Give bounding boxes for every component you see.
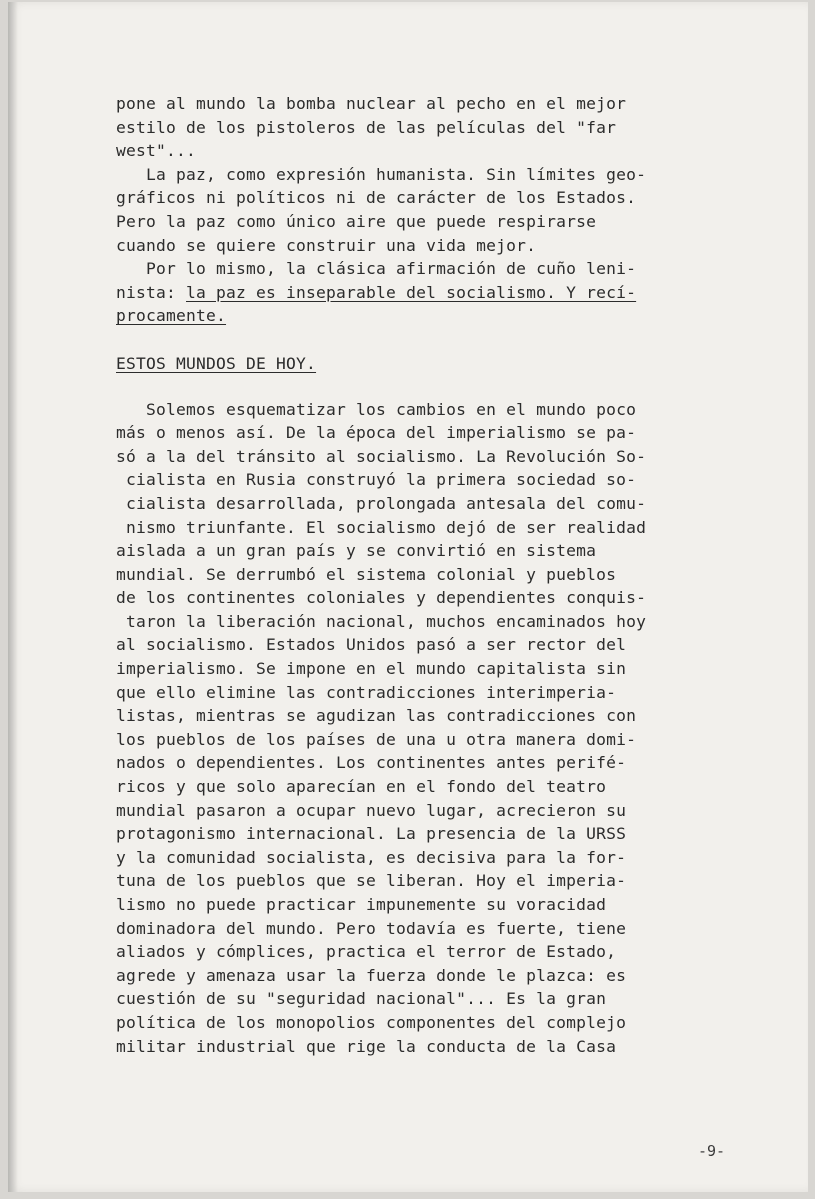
- text-line: pone al mundo la bomba nuclear al pecho en el mejor: [116, 94, 627, 113]
- text-line: cuando se quiere construir una vida mejor.: [116, 235, 537, 255]
- text-line: La paz, como expresión humanista. Sin límites geo-: [116, 164, 647, 184]
- text-line: gráficos ni políticos ni de carácter de los Estados.: [116, 188, 637, 208]
- text-line-mixed: [116, 281, 756, 305]
- text-line: cialista desarrollada, prolongada antesala del comu-: [116, 493, 647, 513]
- section-heading: ESTOS MUNDOS DE HOY.: [116, 353, 317, 373]
- document-page: [8, 2, 808, 1192]
- text-line: lismo no puede practicar impunemente su voracidad: [116, 895, 607, 914]
- document-text: [116, 92, 756, 1058]
- text-line: só a la del tránsito al socialismo. La Revolución So-: [116, 446, 647, 466]
- text-segment: nista:: [116, 282, 187, 302]
- text-line: al socialismo. Estados Unidos pasó a ser rector del: [116, 635, 627, 655]
- text-line: y la comunidad socialista, es decisiva para la for-: [116, 847, 627, 867]
- text-line: estilo de los pistoleros de las películas del "far: [116, 117, 617, 137]
- text-line: agrede y amenaza usar la fuerza donde le plazca: es: [116, 965, 627, 985]
- text-line: militar industrial que rige la conducta de la Casa: [116, 1036, 617, 1056]
- text-line: tuna de los pueblos que se liberan. Hoy el imperia-: [116, 871, 627, 891]
- text-line: aislada a un gran país y se convirtió en sistema: [116, 541, 597, 561]
- text-line: dominadora del mundo. Pero todavía es fuerte, tiene: [116, 918, 627, 938]
- spacer: [116, 376, 756, 398]
- text-line: más o menos así. De la época del imperialismo se pa-: [116, 423, 637, 443]
- text-line: taron la liberación nacional, muchos encaminados hoy: [116, 611, 647, 631]
- text-line: cuestión de su "seguridad nacional"... Es la gran: [116, 989, 607, 1009]
- text-line: política de los monopolios componentes del complejo: [116, 1012, 627, 1032]
- text-line: de los continentes coloniales y dependientes conquis-: [116, 588, 647, 608]
- underlined-text: la paz es inseparable del socialismo. Y recí-: [186, 282, 637, 302]
- text-line: Pero la paz como único aire que puede respirarse: [116, 211, 597, 231]
- underlined-text: procamente.: [116, 306, 227, 326]
- text-line: listas, mientras se agudizan las contradicciones con: [116, 706, 637, 726]
- text-line: Por lo mismo, la clásica afirmación de cuño leni-: [116, 259, 637, 279]
- text-line: que ello elimine las contradicciones interimperia-: [116, 682, 617, 702]
- text-line: mundial. Se derrumbó el sistema colonial y pueblos: [116, 564, 617, 584]
- text-line: cialista en Rusia construyó la primera sociedad so-: [116, 470, 637, 490]
- text-line: west"...: [116, 141, 197, 161]
- text-line: Solemos esquematizar los cambios en el mundo poco: [116, 399, 637, 419]
- text-line: protagonismo internacional. La presencia de la URSS: [116, 824, 627, 844]
- text-line: mundial pasaron a ocupar nuevo lugar, acrecieron su: [116, 800, 627, 820]
- text-line-underlined: [116, 304, 756, 328]
- text-line: nismo triunfante. El socialismo dejó de ser realidad: [116, 517, 647, 537]
- text-line: aliados y cómplices, practica el terror de Estado,: [116, 942, 617, 962]
- text-line: nados o dependientes. Los continentes antes perifé-: [116, 753, 627, 773]
- page-number: -9-: [698, 1142, 726, 1160]
- text-line: los pueblos de los países de una u otra manera domi-: [116, 729, 637, 749]
- text-line: imperialismo. Se impone en el mundo capitalista sin: [116, 659, 627, 679]
- page-edge-shadow: [8, 2, 18, 1192]
- text-line: ricos y que solo aparecían en el fondo del teatro: [116, 777, 607, 797]
